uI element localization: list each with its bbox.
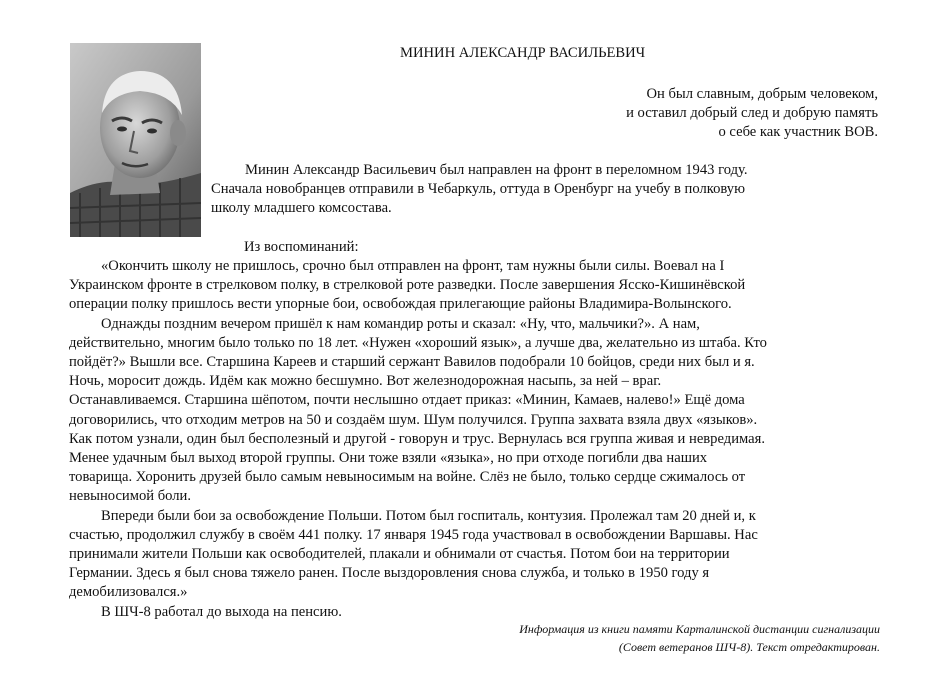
memories-line: невыносимой боли. [69,488,192,505]
memories-line: «Окончить школу не пришлось, срочно был отправлен на фронт, там нужны были силы. Воевал на I [101,258,725,274]
epigraph-line: и оставил добрый след и добрую память [626,105,878,122]
memories-line: товарища. Хоронить друзей было самым невыносимым на войне. Слёз не было, только сердце сжималось от [69,469,746,486]
source-line: Информация из книги памяти Карталинской дистанции сигнализации [519,622,880,636]
memories-line: Останавливаемся. Старшина шёпотом, почти неслышно отдает приказ: «Минин, Камаев, налево!» Ещё дома [69,392,745,409]
memories-line: счастью, продолжил службу в своём 441 полку. 17 января 1945 года участвовал в освобождении Варшавы. Нас [69,526,758,543]
source-note [519,620,880,656]
memories-line: пойдёт?» Вышли все. Старшина Кареев и старший сержант Вавилов подобрали 10 бойцов, среди них был и я. [69,354,755,371]
memories-line: принимали жители Польши как освободителей, плакали и обнимали от счастья. Потом бои на территории [69,546,730,563]
memories-line: Менее удачным был выход второй группы. Они тоже взяли «языка», но при отходе погибли два наших [69,450,708,467]
page-title: МИНИН АЛЕКСАНДР ВАСИЛЬЕВИЧ [400,45,646,61]
intro-line: школу младшего комсостава. [211,200,392,217]
memories-line: действительно, многим было только по 18 лет. «Нужен «хороший язык», а лучше два, желательно из штаба. Кто [69,334,767,351]
memories-line: Украинском фронте в стрелковом полку, в стрелковой роте разведки. После завершения Ясско-Кишинёвской [69,277,746,294]
memories-line: В ШЧ-8 работал до выхода на пенсию. [101,603,342,620]
memories-line: Германии. Здесь я был снова тяжело ранен. После выздоровления снова служба, и только в 1950 году я [69,565,710,582]
epigraph-line: Он был славным, добрым человеком, [646,86,878,102]
memories-line: Впереди были бои за освобождение Польши. Потом был госпиталь, контузия. Пролежал там 20 дней и, к [101,507,756,524]
memories-line: операции полку пришлось вести упорные бои, освобождая прилегающие районы Владимира-Волынского. [69,296,732,313]
intro-line: Минин Александр Васильевич был направлен на фронт в переломном 1943 году. [245,162,748,178]
portrait-photo [70,43,201,237]
memories-text [69,257,889,622]
epigraph [458,85,878,143]
memories-line: демобилизовался.» [69,584,188,601]
memories-line: Ночь, моросит дождь. Идём как можно бесшумно. Вот железнодорожная насыпь, за ней – враг. [69,373,662,390]
memories-heading: Из воспоминаний: [244,239,359,255]
intro-paragraph [211,161,851,219]
memories-line: договорились, что отходим метров на 50 и создаём шум. Шум получился. Группа захвата взяла двух «языков». [69,411,758,428]
source-line: (Совет ветеранов ШЧ-8). Текст отредактирован. [618,640,880,654]
memories-line: Однажды поздним вечером пришёл к нам командир роты и сказал: «Ну, что, мальчики?». А нам, [101,315,700,332]
memories-line: Как потом узнали, один был бесполезный и другой - говорун и трус. Вернулась вся группа живая и невредимая. [69,430,765,447]
epigraph-line: о себе как участник ВОВ. [718,124,878,141]
intro-line: Сначала новобранцев отправили в Чебаркуль, оттуда в Оренбург на учебу в полковую [211,181,745,198]
